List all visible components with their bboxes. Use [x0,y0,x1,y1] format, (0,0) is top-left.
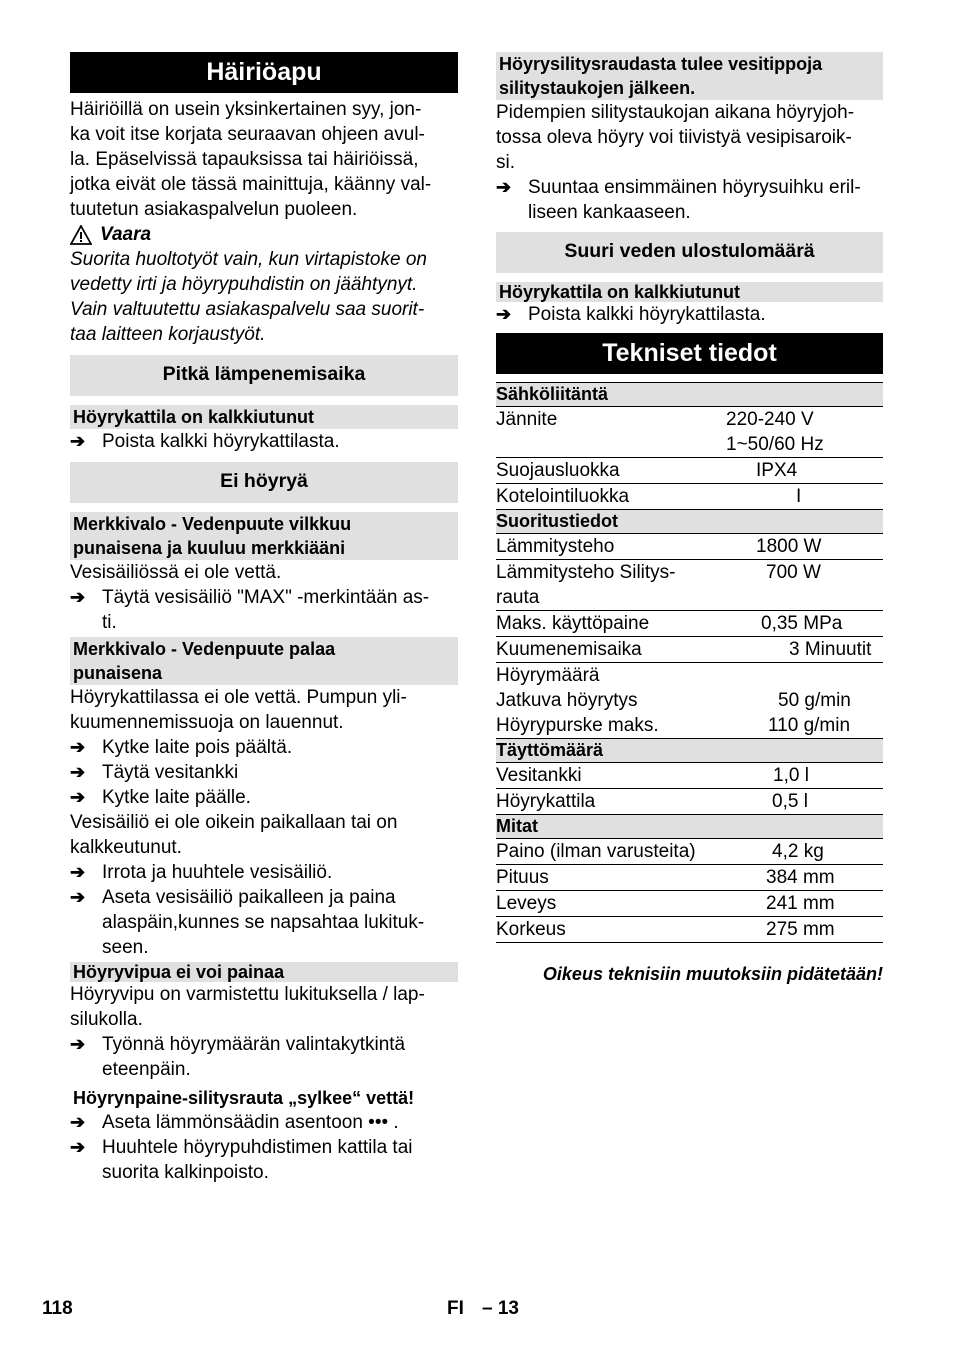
text-line: la. Epäselvissä tapauksissa tai häiriöissä, [70,149,419,170]
table-row: Paino (ilman varusteita) 4,2 kg [496,839,883,865]
step [70,760,458,785]
arrow-icon: ➔ [70,587,86,607]
table-row: Pituus 384 mm [496,865,883,891]
step-text: Kytke laite pois päältä. [102,737,293,758]
step-text: Työnnä höyrymäärän valintakytkintä eteenpäin. [102,1034,406,1080]
arrow-icon: ➔ [70,887,86,907]
step [70,860,458,885]
table-row: Maks. käyttöpaine 0,35 MPa [496,611,883,637]
step [70,429,458,454]
arrow-icon: ➔ [70,787,86,807]
page-number: 118 [42,1298,73,1319]
table-row: Vesitankki 1,0 l [496,763,883,789]
warning-text [70,247,458,347]
subheading-boiler-calcified: Höyrykattila on kalkkiutunut [70,405,458,429]
heading-high-water-output: Suuri veden ulostulomäärä [496,232,883,273]
step-text: Täytä vesitankki [102,762,239,783]
arrow-icon: ➔ [70,1112,86,1132]
text-line: silukolla. [70,1009,143,1030]
step-text: Täytä vesisäiliö "MAX" -merkintään as- ti. [102,587,430,633]
subheading-iron-spits: Höyrynpaine-silitysrauta „sylkee“ vettä! [73,1088,415,1108]
table-row: 1~50/60 Hz [496,432,883,458]
text-line: si. [496,152,515,173]
subheading-led-lit [70,637,458,685]
warning-label: Vaara [100,224,152,245]
subheading-led-blinking [70,512,458,560]
warning-heading [70,222,458,247]
arrow-icon: ➔ [70,762,86,782]
table-row: Suojausluokka IPX4 [496,458,883,484]
table-row: Korkeus 275 mm [496,917,883,943]
technical-changes-note: Oikeus teknisiin muutoksiin pidätetään! [542,964,883,984]
arrow-icon: ➔ [496,304,512,324]
text-line: tossa oleva höyry voi tiivistyä vesipisaroik- [496,127,852,148]
warning-triangle-icon [70,225,92,245]
technical-data-table [496,382,883,943]
table-section-row: Täyttömäärä [496,739,883,763]
text-line: vedetty irti ja höyrypuhdistin on jäähtynyt. [70,274,418,295]
text-line: punaisena ja kuuluu merkkiääni [73,538,346,558]
step [496,175,883,225]
table-row: Höyrykattila 0,5 l [496,789,883,815]
arrow-icon: ➔ [70,862,86,882]
table-section-row: Suoritustiedot [496,510,883,534]
table-row: Höyrymäärä [496,665,600,686]
text-line: kuumennemissuoja on lauennut. [70,712,344,733]
table-row: Lämmitysteho Silitys- rauta 700 W [496,560,883,611]
table-section-row: Sähköliitäntä [496,383,883,407]
table-row: Höyrypurske maks. 110 g/min [496,713,883,739]
table-row: Jatkuva höyrytys 50 g/min [496,690,851,711]
subheading-water-drops [496,52,883,100]
arrow-icon: ➔ [70,1034,86,1054]
step-text: Poista kalkki höyrykattilasta. [528,304,766,325]
heading-long-heatup: Pitkä lämpenemisaika [70,355,458,396]
section-title-technical-data: Tekniset tiedot [496,333,883,374]
text-line: Pidempien silitystaukojan aikana höyryjoh- [496,102,855,123]
step [496,302,883,327]
text-line: Merkkivalo - Vedenpuute palaa [73,639,336,659]
text-line: Höyrysilitysraudasta tulee vesitippoja [499,54,823,74]
text-line: Merkkivalo - Vedenpuute vilkkuu [73,514,352,534]
step-text: Kytke laite päälle. [102,787,251,808]
text-line: silitystaukojen jälkeen. [499,78,696,98]
text-line: Höyrykattilassa ei ole vettä. Pumpun yli- [70,687,407,708]
language-code: FI [447,1298,464,1319]
section-title-troubleshooting: Häiriöapu [70,52,458,93]
text-line: tuutetun asiakaspalvelun puoleen. [70,199,358,220]
left-column [70,52,458,1185]
intro-text [70,97,458,222]
step [70,885,458,960]
table-row: Kotelointiluokka I [496,484,883,510]
text-line: Vesisäiliö ei ole oikein paikallaan tai on [70,812,398,833]
text-line: ka voit itse korjata seuraavan ohjeen avul- [70,124,425,145]
text-line: Suorita huoltotyöt vain, kun virtapistoke on [70,249,427,270]
text-line: Vain valtuutettu asiakaspalvelu saa suorit- [70,299,425,320]
step [70,1135,458,1185]
step [70,1110,458,1135]
step-text: Aseta lämmönsäädin asentoon ••• . [102,1112,399,1133]
step [70,785,458,810]
step-text: Poista kalkki höyrykattilasta. [102,431,340,452]
text-line: kalkkeutunut. [70,837,182,858]
text-line: punaisena [73,663,163,683]
heading-no-steam: Ei höyryä [70,462,458,503]
step-text: Irrota ja huuhtele vesisäiliö. [102,862,333,883]
subheading-boiler-calcified: Höyrykattila on kalkkiutunut [496,282,883,302]
text-line: jotka eivät ole tässä mainittuja, käänny val- [70,174,432,195]
section-page-number: – 13 [482,1298,519,1319]
step-text: Huuhtele höyrypuhdistimen kattila tai suorita kalkinpoisto. [102,1137,413,1183]
right-column [496,52,883,985]
table-row: Leveys 241 mm [496,891,883,917]
arrow-icon: ➔ [70,431,86,451]
step [70,735,458,760]
step [70,585,458,635]
text-line: Häiriöillä on usein yksinkertainen syy, jon- [70,99,422,120]
table-row: Kuumenemisaika 3 Minuutit [496,637,883,663]
step-text: Suuntaa ensimmäinen höyrysuihku eril- liseen kankaaseen. [528,177,861,223]
text-line: Höyryvipu on varmistettu lukituksella / lap- [70,984,425,1005]
text-line: Vesisäiliössä ei ole vettä. [70,562,282,583]
subheading-lever-locked: Höyryvipua ei voi painaa [70,962,458,982]
arrow-icon: ➔ [70,1137,86,1157]
step-text: Aseta vesisäiliö paikalleen ja paina alaspäin,kunnes se napsahtaa lukituk- seen. [102,887,425,958]
table-row: Lämmitysteho 1800 W [496,534,883,560]
table-row: Jännite 220-240 V [496,409,814,430]
arrow-icon: ➔ [70,737,86,757]
text-line: taa laitteen korjaustyöt. [70,324,266,345]
arrow-icon: ➔ [496,177,512,197]
step [70,1032,458,1082]
table-section-row: Mitat [496,815,883,839]
